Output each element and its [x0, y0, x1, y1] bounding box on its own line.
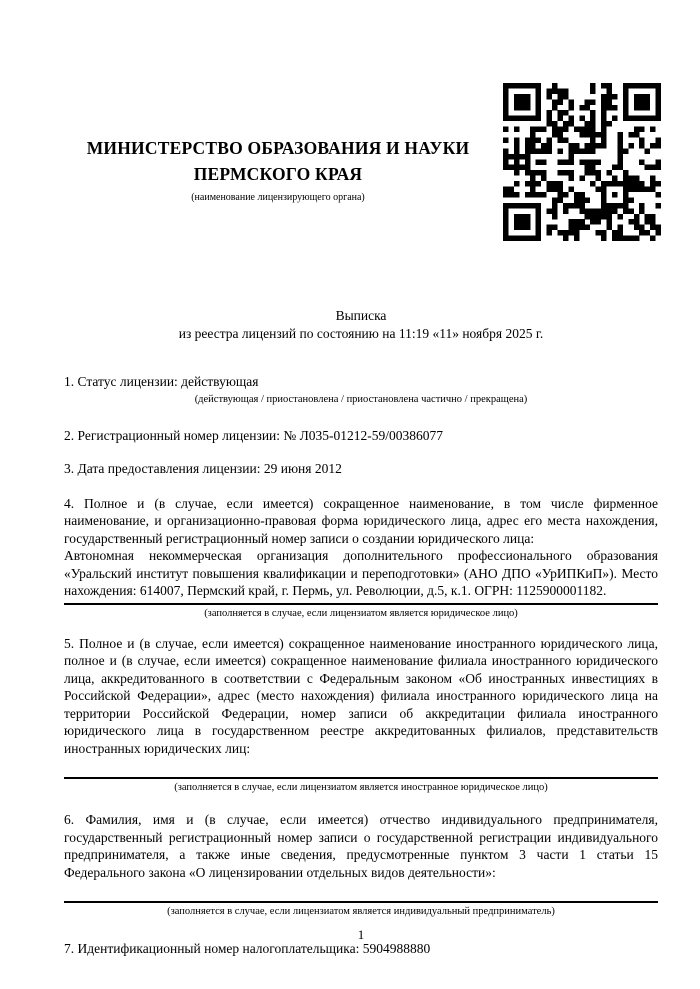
license-status-text: 1. Статус лицензии: действующая: [64, 374, 259, 389]
legal-entity-note: (заполняется в случае, если лицензиатом является юридическое лицо): [204, 607, 518, 619]
ministry-name-line1: МИНИСТЕРСТВО ОБРАЗОВАНИЯ И НАУКИ: [86, 138, 470, 158]
taxpayer-number-text: 7. Идентификационный номер налогоплательщика: 5904988880: [64, 941, 431, 956]
licensing-authority-block: [64, 135, 492, 204]
individual-entrepreneur-question: 6. Фамилия, имя и (в случае, если имеется) отчество индивидуального предпринимателя, государственный регистрационный номер записи о государственной регистрации индивидуального предпринимателя, а также иные сведения, предусмотренные пунктом 3 части 1 статьи 15 Федерального закона «О лицензировании отдельных видов деятельности»:: [64, 812, 658, 880]
field-registration-number: [64, 427, 658, 445]
foreign-entity-question: 5. Полное и (в случае, если имеется) сокращенное наименование иностранного юридического лица, полное и (в случае, если имеется) сокращенное наименование филиала иностранного юридического лица, аккредитованного в соответствии с Федеральным законом «Об иностранных инвестициях в Российской Федерации», адрес (место нахождения) филиала иностранного юридического лица на территории Российской Федерации, номер записи об аккредитации филиала иностранного юридического лица в государственном реестре аккредитованных филиалов, представительств иностранных юридических лиц:: [64, 635, 658, 756]
document-header: [64, 0, 658, 245]
page-number: 1: [357, 926, 365, 942]
qr-code: [503, 83, 661, 241]
licensing-authority-caption: (наименование лицензирующего органа): [191, 192, 365, 203]
answer-line: [64, 901, 658, 903]
answer-line: [64, 603, 658, 605]
legal-entity-question: 4. Полное и (в случае, если имеется) сокращенное наименование, в том числе фирменное наименование, и организационно-правовая форма юридического лица, адрес его места нахождения, государственный регистрационный номер записи о создании юридического лица:: [64, 495, 658, 546]
field-legal-entity: [64, 495, 658, 620]
field-individual-entrepreneur: [64, 811, 658, 918]
field-license-status: [64, 373, 658, 406]
field-foreign-entity: [64, 635, 658, 795]
license-status-note: (действующая / приостановлена / приостановлена частично / прекращена): [194, 393, 528, 405]
field-grant-date: [64, 460, 658, 478]
foreign-entity-note: (заполняется в случае, если лицензиатом является иностранное юридическое лицо): [174, 782, 548, 793]
legal-entity-answer: Автономная некоммерческая организация дополнительного профессионального образования «Уральский институт повышения квалификации и переподготовки» (АНО ДПО «УрИПКиП»). Место нахождения: 614007, Пермский край, г. Пермь, ул. Революции, д.5, к.1. ОГРН: 1125900001182.: [64, 548, 658, 598]
ministry-name-line2: ПЕРМСКОГО КРАЯ: [193, 164, 363, 184]
answer-line: [64, 777, 658, 779]
document-title: [64, 307, 658, 342]
grant-date-text: 3. Дата предоставления лицензии: 29 июня 2012: [64, 461, 342, 476]
registration-number-text: 2. Регистрационный номер лицензии: № Л035-01212-59/00386077: [64, 427, 444, 443]
individual-entrepreneur-note: (заполняется в случае, если лицензиатом является индивидуальный предприниматель): [167, 906, 555, 917]
title-line2: из реестра лицензий по состоянию на 11:19 «11» ноября 2025 г.: [178, 325, 544, 341]
title-line1: Выписка: [335, 308, 387, 323]
